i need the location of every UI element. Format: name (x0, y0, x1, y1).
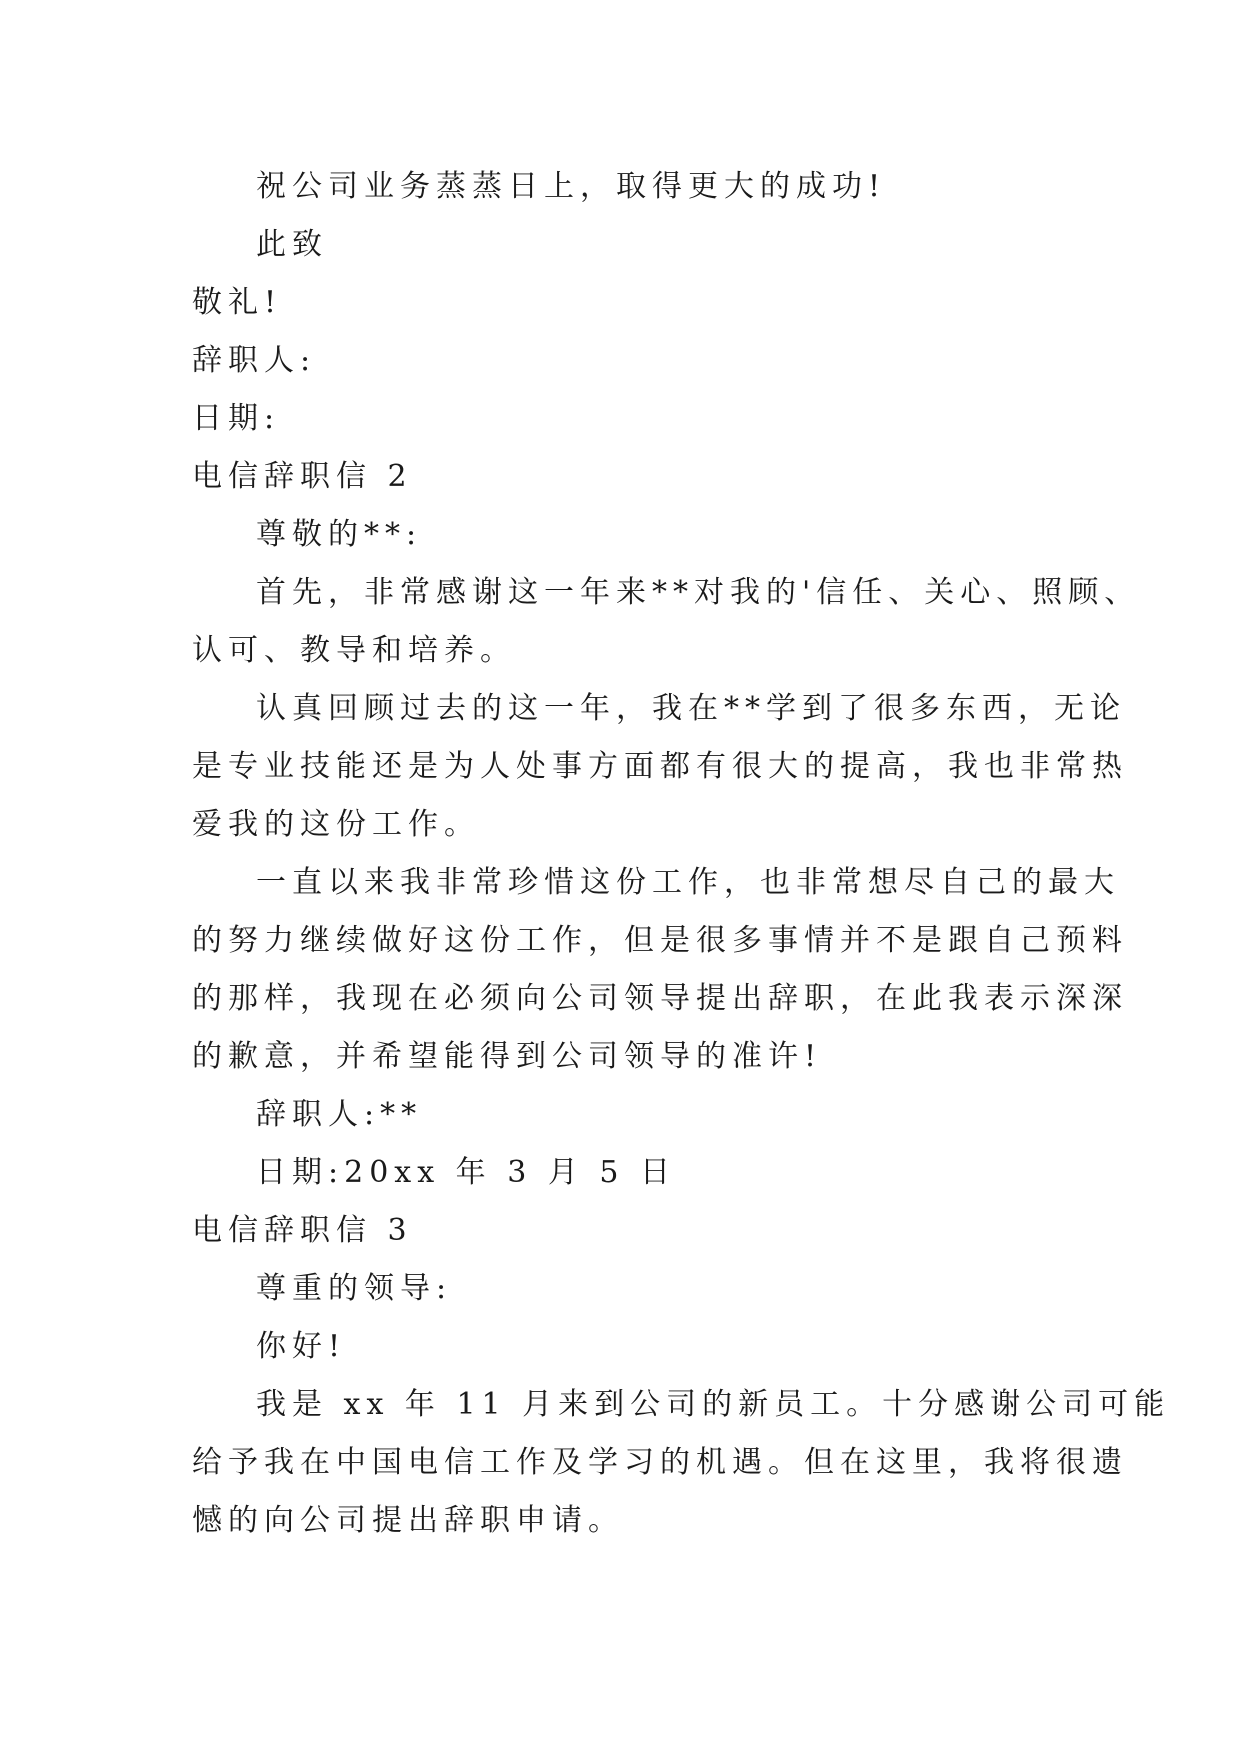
letter-2-title: 电信辞职信 2 (192, 459, 413, 494)
letter-3-paragraph-line: 给予我在中国电信工作及学习的机遇。但在这里，我将很遗 (192, 1445, 1128, 1480)
letter-2-signature: 辞职人:** (256, 1097, 423, 1132)
letter-2-paragraph-line: 爱我的这份工作。 (192, 807, 480, 842)
letter-3-title: 电信辞职信 3 (192, 1213, 413, 1248)
letter-2-paragraph-line: 认真回顾过去的这一年，我在**学到了很多东西，无论 (256, 691, 1126, 726)
closing-wish: 祝公司业务蒸蒸日上，取得更大的成功! (256, 169, 887, 204)
date-label: 日期: (192, 401, 281, 436)
letter-2-date: 日期:20xx 年 3 月 5 日 (256, 1155, 676, 1190)
letter-2-paragraph-line: 一直以来我非常珍惜这份工作，也非常想尽自己的最大 (256, 865, 1120, 900)
salutation-jingli: 敬礼! (192, 285, 283, 320)
letter-2-paragraph-line: 的努力继续做好这份工作，但是很多事情并不是跟自己预料 (192, 923, 1128, 958)
letter-3-hello: 你好! (256, 1329, 347, 1364)
salutation-cizhi: 此致 (256, 227, 328, 262)
letter-2-paragraph-line: 的歉意，并希望能得到公司领导的准许! (192, 1039, 823, 1074)
letter-2-paragraph-line: 的那样，我现在必须向公司领导提出辞职，在此我表示深深 (192, 981, 1128, 1016)
letter-3-paragraph-line: 我是 xx 年 11 月来到公司的新员工。十分感谢公司可能 (256, 1387, 1171, 1422)
letter-2-paragraph-line: 认可、教导和培养。 (192, 633, 516, 668)
letter-3-greeting: 尊重的领导: (256, 1271, 453, 1306)
letter-2-paragraph-line: 首先，非常感谢这一年来**对我的'信任、关心、照顾、 (256, 575, 1141, 610)
letter-2-greeting: 尊敬的**: (256, 517, 423, 552)
letter-2-paragraph-line: 是专业技能还是为人处事方面都有很大的提高，我也非常热 (192, 749, 1128, 784)
letter-3-paragraph-line: 憾的向公司提出辞职申请。 (192, 1503, 624, 1538)
signature-label: 辞职人: (192, 343, 317, 378)
